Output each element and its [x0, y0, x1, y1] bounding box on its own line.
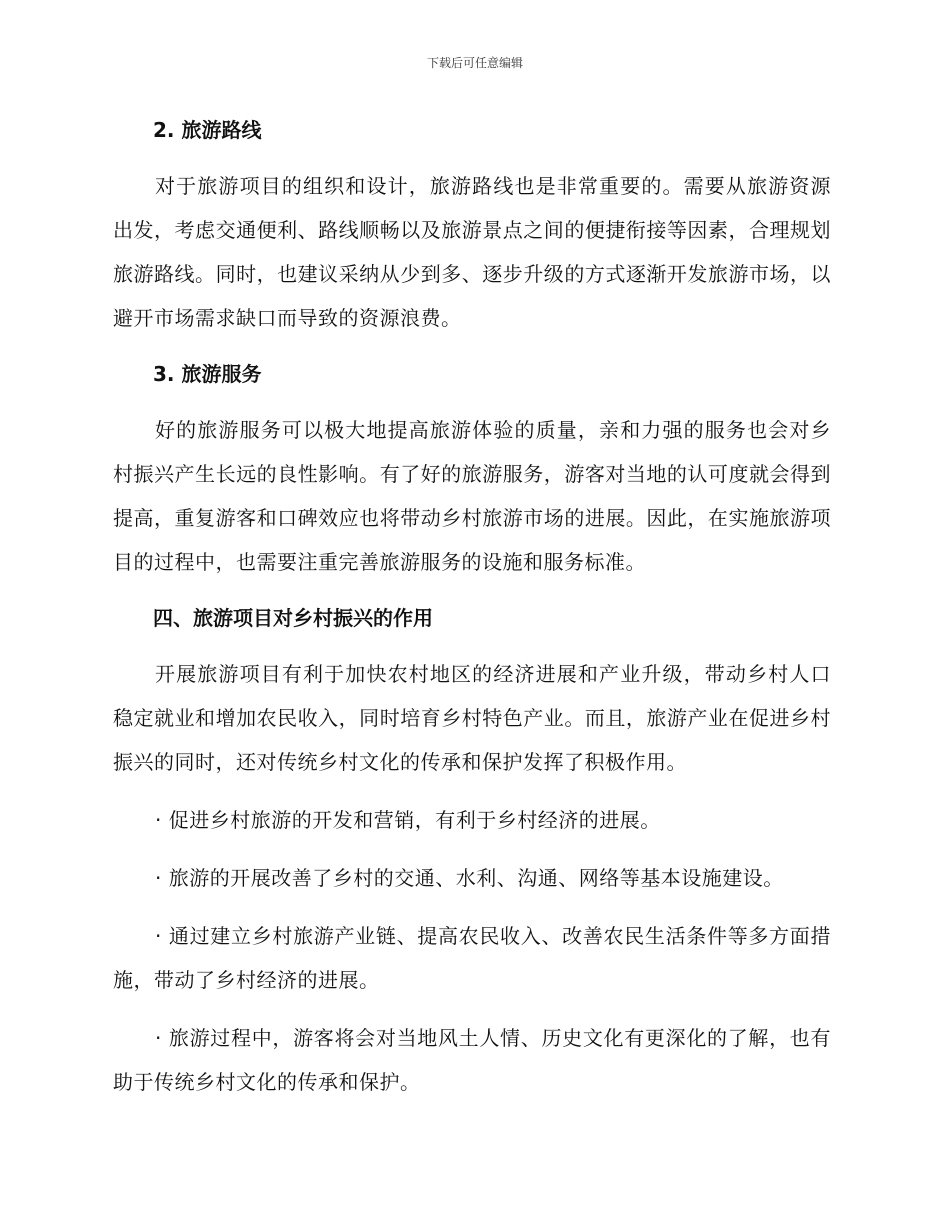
section-heading-service: 3. 旅游服务: [153, 362, 262, 386]
section-heading-role: 四、旅游项目对乡村振兴的作用: [153, 606, 433, 630]
section-heading-route: 2. 旅游路线: [153, 118, 262, 142]
bullet-item: · 旅游过程中，游客将会对当地风土人情、历史文化有更深化的了解，也有助于传统乡村文化的传承和保护。: [113, 1026, 831, 1094]
document-body: [113, 110, 831, 1104]
bullet-item: · 通过建立乡村旅游产业链、提高农民收入、改善农民生活条件等多方面措施，带动了乡村经济的进展。: [113, 924, 831, 992]
page-header-note: 下载后可任意编辑: [426, 56, 523, 70]
paragraph-role: 开展旅游项目有利于加快农村地区的经济进展和产业升级，带动乡村人口稳定就业和增加农民收入，同时培育乡村特色产业。而且，旅游产业在促进乡村振兴的同时，还对传统乡村文化的传承和保护发挥了积极作用。: [113, 662, 831, 774]
bullet-item: · 旅游的开展改善了乡村的交通、水利、沟通、网络等基本设施建设。: [155, 866, 784, 890]
paragraph-route: 对于旅游项目的组织和设计，旅游路线也是非常重要的。需要从旅游资源出发，考虑交通便利、路线顺畅以及旅游景点之间的便捷衔接等因素，合理规划旅游路线。同时，也建议采纳从少到多、逐步升级的方式逐渐开发旅游市场，以避开市场需求缺口而导致的资源浪费。: [113, 174, 831, 330]
bullet-item: · 促进乡村旅游的开发和营销，有利于乡村经济的进展。: [155, 808, 661, 832]
paragraph-service: 好的旅游服务可以极大地提高旅游体验的质量，亲和力强的服务也会对乡村振兴产生长远的良性影响。有了好的旅游服务，游客对当地的认可度就会得到提高，重复游客和口碑效应也将带动乡村旅游市场的进展。因此，在实施旅游项目的过程中，也需要注重完善旅游服务的设施和服务标准。: [113, 418, 831, 574]
